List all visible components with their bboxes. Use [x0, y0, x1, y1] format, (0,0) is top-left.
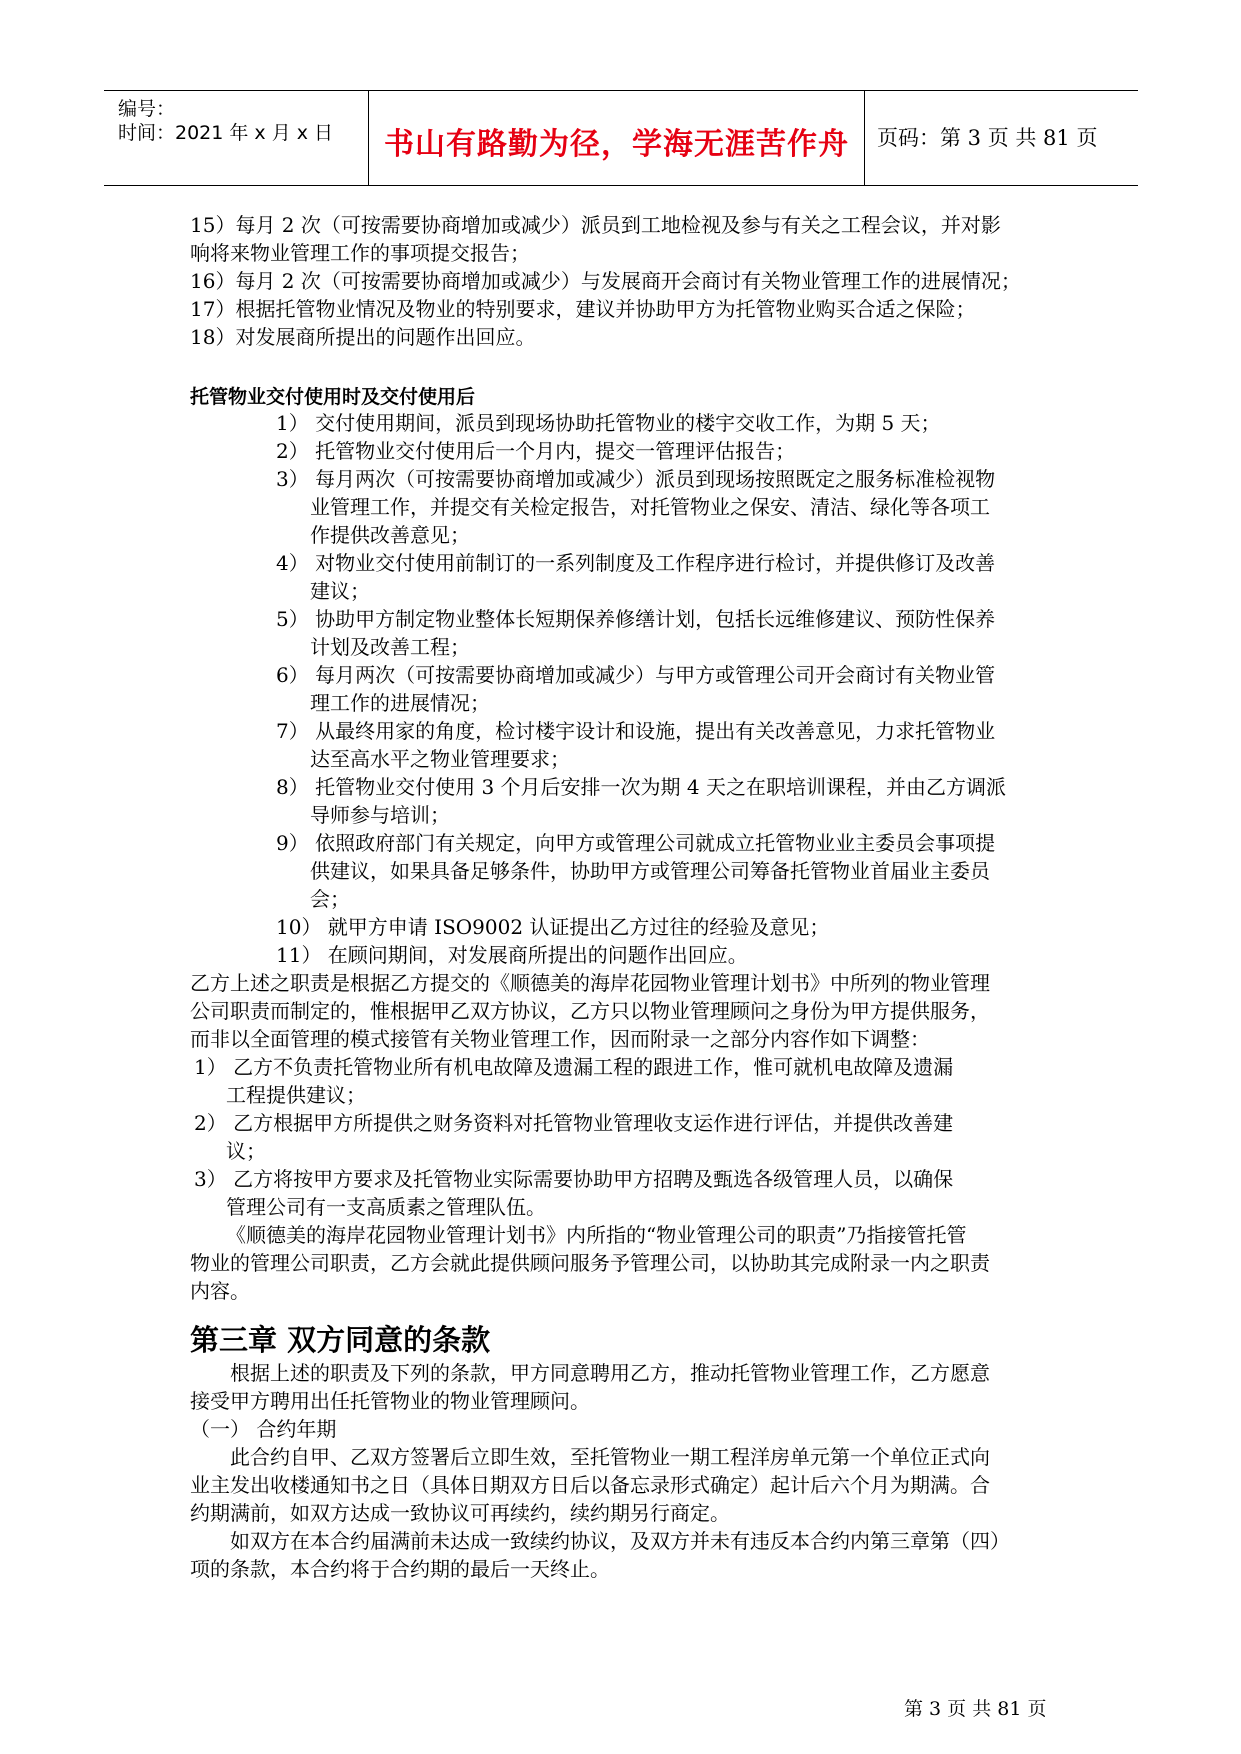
- list-item-continuation: 理工作的进展情况；: [310, 691, 490, 715]
- header-left-cell: [104, 91, 368, 185]
- body-line: 此合约自甲、乙双方签署后立即生效，至托管物业一期工程洋房单元第一个单位正式向: [230, 1445, 990, 1469]
- list-item-continuation: 议；: [226, 1139, 266, 1163]
- body-line: 15）每月 2 次（可按需要协商增加或减少）派员到工地检视及参与有关之工程会议，并对影: [190, 213, 1001, 237]
- list-item: 9） 依照政府部门有关规定，向甲方或管理公司就成立托管物业业主委员会事项提: [276, 831, 996, 855]
- body-line: 而非以全面管理的模式接管有关物业管理工作，因而附录一之部分内容作如下调整：: [190, 1027, 930, 1051]
- body-line: 响将来物业管理工作的事项提交报告；: [190, 241, 530, 265]
- body-line: 根据上述的职责及下列的条款，甲方同意聘用乙方，推动托管物业管理工作，乙方愿意: [230, 1361, 990, 1385]
- body-line: 如双方在本合约届满前未达成一致续约协议，及双方并未有违反本合约内第三章第（四）: [230, 1529, 1010, 1553]
- list-item-continuation: 管理公司有一支高质素之管理队伍。: [226, 1195, 546, 1219]
- list-item-continuation: 工程提供建议；: [226, 1083, 366, 1107]
- body-line: 约期满前，如双方达成一致协议可再续约，续约期另行商定。: [190, 1501, 730, 1525]
- subsection-heading: （一） 合约年期: [190, 1417, 337, 1441]
- list-item: 3） 每月两次（可按需要协商增加或减少）派员到现场按照既定之服务标准检视物: [276, 467, 996, 491]
- body-line: 18）对发展商所提出的问题作出回应。: [190, 325, 536, 349]
- header-motto-cell: [368, 91, 865, 185]
- body-line: 《顺德美的海岸花园物业管理计划书》内所指的“物业管理公司的职责”乃指接管托管: [226, 1223, 967, 1247]
- body-line: 17）根据托管物业情况及物业的特别要求，建议并协助甲方为托管物业购买合适之保险；: [190, 297, 976, 321]
- list-item: 5） 协助甲方制定物业整体长短期保养修缮计划，包括长远维修建议、预防性保养: [276, 607, 996, 631]
- list-item-continuation: 建议；: [310, 579, 370, 603]
- list-item: 11） 在顾问期间，对发展商所提出的问题作出回应。: [276, 943, 748, 967]
- section-heading: 托管物业交付使用时及交付使用后: [190, 386, 476, 408]
- list-item: 10） 就甲方申请 ISO9002 认证提出乙方过往的经验及意见；: [276, 915, 830, 939]
- body-line: 乙方上述之职责是根据乙方提交的《顺德美的海岸花园物业管理计划书》中所列的物业管理: [190, 971, 990, 995]
- list-item: 1） 交付使用期间，派员到现场协助托管物业的楼宇交收工作，为期 5 天；: [276, 411, 941, 435]
- page-header: [104, 90, 1138, 186]
- header-right-cell: [865, 91, 1138, 185]
- date-label: 时间：2021 年 x 月 x 日: [118, 122, 334, 144]
- list-item-continuation: 达至高水平之物业管理要求；: [310, 747, 570, 771]
- page-footer: 第 3 页 共 81 页: [904, 1698, 1047, 1720]
- list-item-continuation: 计划及改善工程；: [310, 635, 470, 659]
- body-line: 接受甲方聘用出任托管物业的物业管理顾问。: [190, 1389, 590, 1413]
- list-item-continuation: 作提供改善意见；: [310, 523, 470, 547]
- motto: 书山有路勤为径，学海无涯苦作舟: [384, 127, 849, 162]
- body-line: 内容。: [190, 1279, 250, 1303]
- list-item: 2） 托管物业交付使用后一个月内，提交一管理评估报告；: [276, 439, 796, 463]
- list-item-continuation: 业管理工作，并提交有关检定报告，对托管物业之保安、清洁、绿化等各项工: [310, 495, 990, 519]
- body-line: 公司职责而制定的，惟根据甲乙双方协议，乙方只以物业管理顾问之身份为甲方提供服务，: [190, 999, 990, 1023]
- chapter-title: 第三章 双方同意的条款: [190, 1323, 491, 1357]
- body-line: 项的条款，本合约将于合约期的最后一天终止。: [190, 1557, 610, 1581]
- list-item: 1） 乙方不负责托管物业所有机电故障及遗漏工程的跟进工作，惟可就机电故障及遗漏: [194, 1055, 954, 1079]
- list-item: 7） 从最终用家的角度，检讨楼宇设计和设施，提出有关改善意见，力求托管物业: [276, 719, 996, 743]
- list-item-continuation: 导师参与培训；: [310, 803, 450, 827]
- body-line: 业主发出收楼通知书之日（具体日期双方日后以备忘录形式确定）起计后六个月为期满。合: [190, 1473, 990, 1497]
- header-page-number: 页码：第 3 页 共 81 页: [877, 126, 1098, 150]
- list-item: 2） 乙方根据甲方所提供之财务资料对托管物业管理收支运作进行评估，并提供改善建: [194, 1111, 954, 1135]
- body-line: 16）每月 2 次（可按需要协商增加或减少）与发展商开会商讨有关物业管理工作的进展情况；: [190, 269, 1021, 293]
- list-item-continuation: 供建议，如果具备足够条件，协助甲方或管理公司筹备托管物业首届业主委员: [310, 859, 990, 883]
- list-item: 6） 每月两次（可按需要协商增加或减少）与甲方或管理公司开会商讨有关物业管: [276, 663, 996, 687]
- body-line: 物业的管理公司职责，乙方会就此提供顾问服务予管理公司，以协助其完成附录一内之职责: [190, 1251, 990, 1275]
- serial-label: 编号：: [118, 98, 176, 120]
- list-item: 4） 对物业交付使用前制订的一系列制度及工作程序进行检讨，并提供修订及改善: [276, 551, 996, 575]
- list-item: 3） 乙方将按甲方要求及托管物业实际需要协助甲方招聘及甄选各级管理人员，以确保: [194, 1167, 954, 1191]
- list-item: 8） 托管物业交付使用 3 个月后安排一次为期 4 天之在职培训课程，并由乙方调派: [276, 775, 1006, 799]
- list-item-continuation: 会；: [310, 887, 350, 911]
